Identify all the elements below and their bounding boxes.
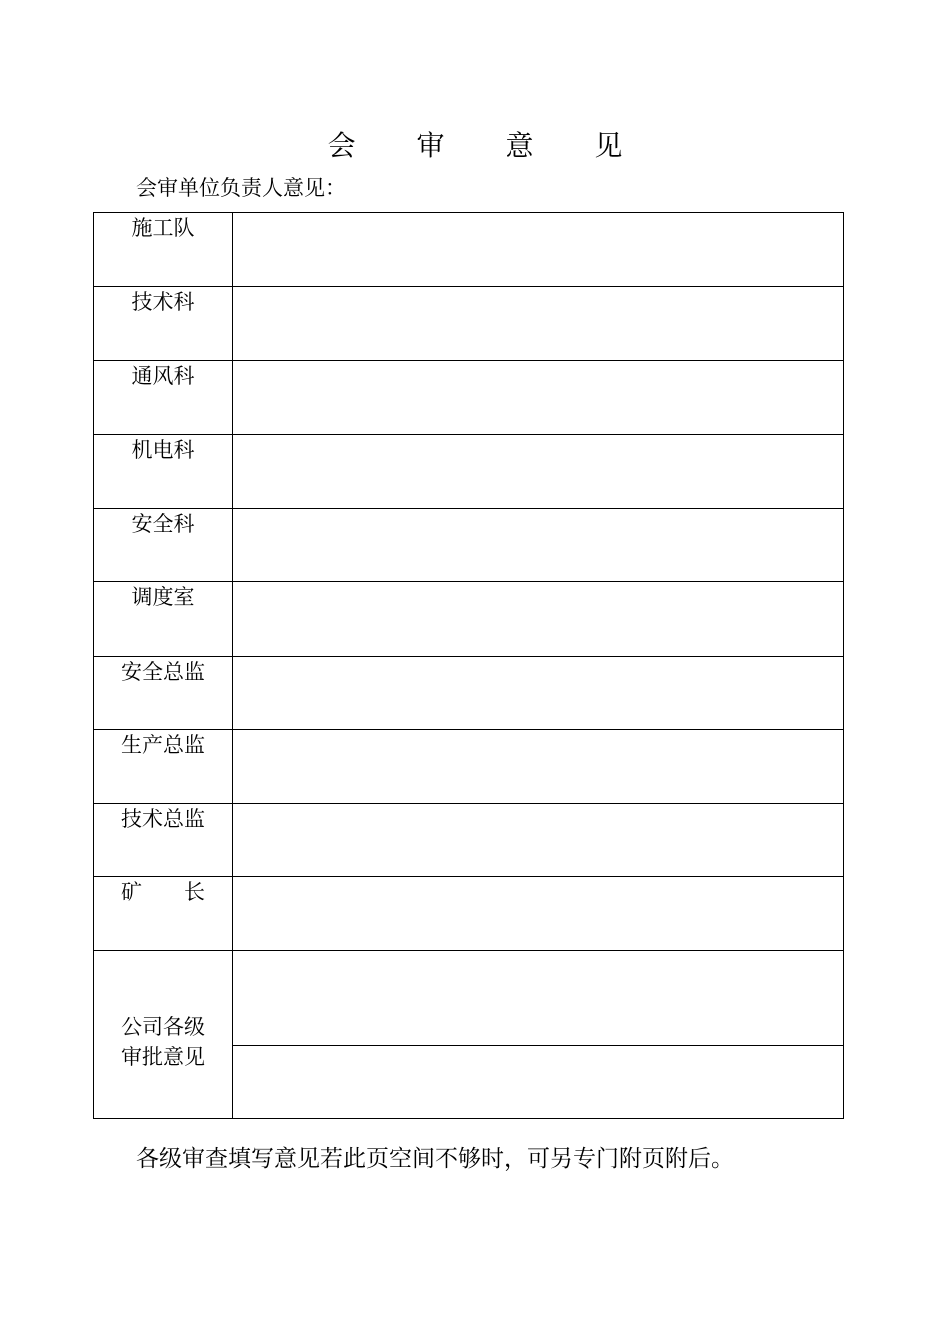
table-row <box>94 287 844 361</box>
opinion-field-company-approval-1[interactable] <box>233 951 844 1046</box>
opinion-field-mine-manager[interactable] <box>233 877 844 951</box>
opinion-field-electromechanical-dept[interactable] <box>233 435 844 509</box>
row-label-safety-director: 安全总监 <box>94 657 233 730</box>
row-label-safety-dept: 安全科 <box>94 509 233 582</box>
row-label-mine-manager-part1: 矿 <box>121 880 142 904</box>
table-row <box>94 361 844 435</box>
row-label-mine-manager <box>94 877 233 951</box>
row-label-company-approval-line2: 审批意见 <box>121 1044 205 1069</box>
table-row <box>94 730 844 804</box>
subtitle-responsible-person-opinion: 会审单位负责人意见： <box>136 176 346 200</box>
table-row <box>94 582 844 657</box>
row-label-technical-dept: 技术科 <box>94 287 233 361</box>
opinion-field-production-director[interactable] <box>233 730 844 804</box>
row-label-company-approval <box>94 951 233 1119</box>
page-title: 会 审 意 见 <box>327 129 649 162</box>
opinion-field-safety-dept[interactable] <box>233 509 844 582</box>
table-row <box>94 509 844 582</box>
row-label-construction-team: 施工队 <box>94 213 233 287</box>
footnote: 各级审查填写意见若此页空间不够时，可另专门附页附后。 <box>136 1146 734 1172</box>
row-label-ventilation-dept: 通风科 <box>94 361 233 435</box>
opinion-field-safety-director[interactable] <box>233 657 844 730</box>
opinion-field-construction-team[interactable] <box>233 213 844 287</box>
opinion-field-company-approval-2[interactable] <box>233 1046 844 1119</box>
row-label-technical-director: 技术总监 <box>94 804 233 877</box>
opinion-field-ventilation-dept[interactable] <box>233 361 844 435</box>
opinion-field-technical-director[interactable] <box>233 804 844 877</box>
table-row <box>94 951 844 1046</box>
row-label-production-director: 生产总监 <box>94 730 233 804</box>
table-row <box>94 877 844 951</box>
row-label-dispatch-room: 调度室 <box>94 582 233 657</box>
table-row <box>94 804 844 877</box>
opinion-field-technical-dept[interactable] <box>233 287 844 361</box>
row-label-mine-manager-part2: 长 <box>184 880 205 904</box>
table-row <box>94 657 844 730</box>
row-label-company-approval-line1: 公司各级 <box>121 1014 205 1039</box>
review-table <box>93 212 844 1119</box>
table-row <box>94 435 844 509</box>
row-label-electromechanical-dept: 机电科 <box>94 435 233 509</box>
opinion-field-dispatch-room[interactable] <box>233 582 844 657</box>
table-row <box>94 213 844 287</box>
